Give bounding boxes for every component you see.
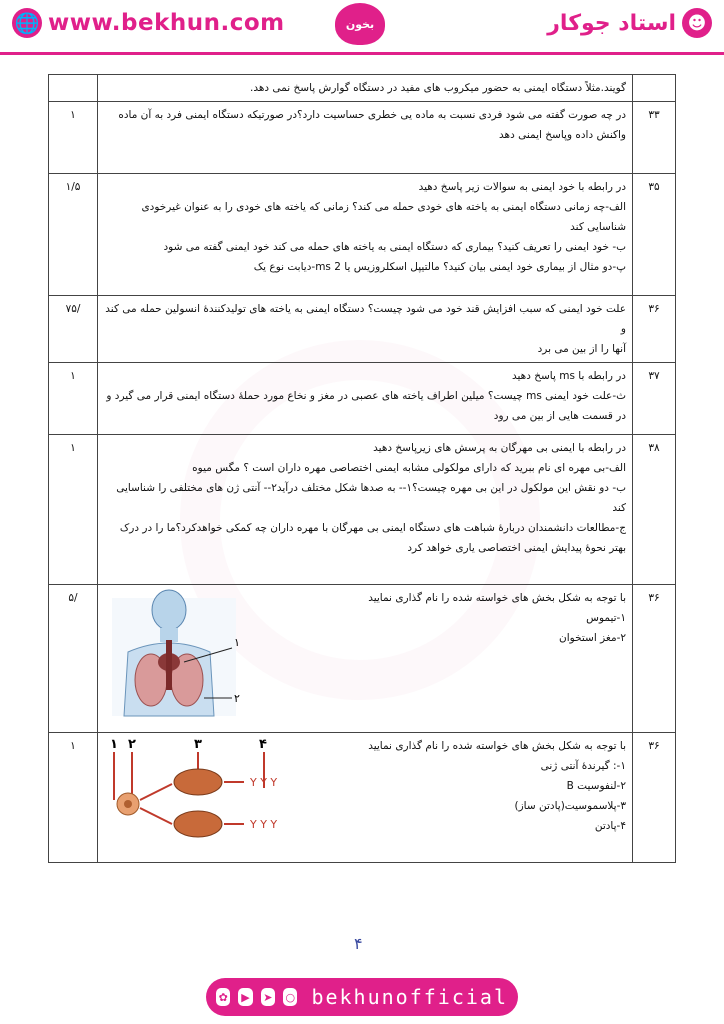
question-row — [49, 363, 676, 435]
aparat-icon[interactable]: ✿ — [216, 988, 230, 1006]
question-number: ۳۶ — [633, 585, 676, 733]
figure-label-4: ۴ — [259, 737, 267, 752]
question-line: شناسایی کند — [570, 221, 626, 233]
question-line: ۱-: گیرندهٔ آنتی ژنی — [540, 760, 626, 772]
question-line: ث-علت خود ایمنی ms چیست؟ میلین اطراف یاخته های عصبی در مغز و نخاع مورد حملهٔ دستگاه ایمنی قرار می گیرد و — [106, 390, 626, 402]
page-number: ۴ — [354, 934, 363, 953]
figure-label-3: ۳ — [194, 737, 202, 752]
site-link[interactable] — [12, 8, 285, 38]
question-score: /۷۵ — [49, 296, 98, 363]
question-line: با توجه به شکل بخش های خواسته شده را نام گذاری نمایید — [368, 740, 626, 752]
question-line: گویند.مثلاً دستگاه ایمنی به حضور میکروب های مفید در دستگاه گوارش پاسخ نمی دهد. — [250, 82, 626, 94]
question-line: در رابطه با خود ایمنی به سوالات زیر پاسخ دهید — [418, 181, 626, 193]
svg-text:Y Y Y: Y Y Y — [250, 776, 278, 789]
telegram-icon[interactable]: ➤ — [261, 988, 275, 1006]
b-cell-figure — [104, 736, 284, 853]
question-number: ۳۶ — [633, 296, 676, 363]
question-line: آنها را از بین می برد — [537, 343, 626, 355]
youtube-icon[interactable]: ▶ — [238, 988, 252, 1006]
question-score: ۱ — [49, 435, 98, 585]
question-text — [98, 363, 633, 435]
question-number: ۳۵ — [633, 174, 676, 296]
brand-name: استاد جوکار — [547, 10, 676, 36]
question-line: الف-چه زمانی دستگاه ایمنی به یاخته های خودی حمله می کند؟ زمانی که یاخته های خودی را به عنوان غیرخودی — [141, 201, 626, 213]
question-text — [98, 296, 633, 363]
bekhun-logo — [335, 3, 385, 45]
user-icon: ☻ — [682, 8, 712, 38]
question-row — [49, 585, 676, 733]
question-text — [98, 435, 633, 585]
question-number: ۳۳ — [633, 102, 676, 174]
header-divider — [0, 52, 724, 55]
question-line: در قسمت هایی از بین می رود — [493, 410, 626, 422]
logo-text: بخون — [345, 17, 375, 31]
question-number — [633, 75, 676, 102]
question-line: واکنش داده وپاسخ ایمنی دهد — [499, 129, 626, 141]
globe-icon: 🌐 — [12, 8, 42, 38]
question-number: ۳۶ — [633, 733, 676, 863]
question-row — [49, 435, 676, 585]
question-row — [49, 75, 676, 102]
question-number: ۳۸ — [633, 435, 676, 585]
question-line: ب- دو نقش این مولکول در این بی مهره چیست؟۱-- به صدها شکل مختلف درآید۲-- آنتی ژن های مختلفی را شناسایی — [116, 482, 626, 494]
figure-label-2: ۲ — [234, 692, 240, 705]
question-text — [98, 174, 633, 296]
question-row — [49, 174, 676, 296]
social-bar — [206, 978, 518, 1016]
question-row — [49, 102, 676, 174]
question-score — [49, 75, 98, 102]
question-text — [98, 585, 633, 733]
question-text — [98, 75, 633, 102]
cell-diagram — [104, 736, 284, 846]
question-line: کند — [612, 502, 626, 514]
question-text — [98, 733, 633, 863]
question-line: ب- خود ایمنی را تعریف کنید؟ بیماری که دستگاه ایمنی به یاخته های حمله می کند خود ایمنی گفته می شود — [163, 241, 626, 253]
question-score: /۵ — [49, 585, 98, 733]
question-line: در رابطه با ms پاسخ دهید — [511, 370, 626, 382]
questions-table — [48, 74, 676, 863]
social-handle[interactable]: bekhunofficial — [311, 985, 509, 1009]
human-torso-diagram — [104, 588, 254, 718]
svg-text:Y Y Y: Y Y Y — [250, 818, 278, 831]
question-line: پ-دو مثال از بیماری خود ایمنی بیان کنید؟ مالتیپل اسکلروزیس یا ms 2-دیابت نوع یک — [253, 261, 626, 273]
question-line: ۲-لنفوسیت B — [566, 780, 626, 792]
question-score: ۱ — [49, 102, 98, 174]
question-line: بهتر نحوهٔ پیدایش ایمنی اختصاصی یاری خواهد کرد — [407, 542, 626, 554]
question-line: ۴-پادتن — [594, 820, 626, 832]
question-row — [49, 296, 676, 363]
question-line: ۲-مغز استخوان — [559, 632, 626, 644]
question-line: در رابطه با ایمنی بی مهرگان به پرسش های زیرپاسخ دهید — [373, 442, 626, 454]
immune-organs-figure — [104, 588, 254, 725]
question-line: ۱-تیموس — [586, 612, 626, 624]
header — [0, 0, 724, 50]
question-line: ۳-پلاسموسیت(پادتن ساز) — [514, 800, 626, 812]
question-number: ۳۷ — [633, 363, 676, 435]
question-line: با توجه به شکل بخش های خواسته شده را نام گذاری نمایید — [368, 592, 626, 604]
question-text — [98, 102, 633, 174]
figure-label-1: ۱ — [234, 636, 240, 649]
site-url[interactable]: www.bekhun.com — [48, 10, 285, 36]
question-score: ۱/۵ — [49, 174, 98, 296]
figure-label-1: ۱ — [110, 737, 118, 752]
question-line: در چه صورت گفته می شود فردی نسبت به ماده یی خطری حساسیت دارد؟در صورتیکه دستگاه ایمنی فرد به آن ماده — [118, 109, 626, 121]
figure-label-2: ۲ — [128, 737, 136, 752]
instagram-icon[interactable]: ○ — [283, 988, 297, 1006]
question-row — [49, 733, 676, 863]
question-score: ۱ — [49, 733, 98, 863]
question-line: علت خود ایمنی که سبب افزایش قند خود می شود چیست؟ دستگاه ایمنی به یاخته های تولیدکنندهٔ انسولین حمله می کند و — [105, 303, 626, 335]
question-line: ج-مطالعات دانشمندان دربارهٔ شباهت های دستگاه ایمنی بی مهرگان با مهره داران چه کمکی خواهدکرد؟ما را در درک — [119, 522, 626, 534]
question-line: الف-بی مهره ای نام ببرید که دارای مولکولی مشابه ایمنی اختصاصی مهره داران است ؟ مگس میوه — [192, 462, 626, 474]
question-score: ۱ — [49, 363, 98, 435]
brand — [547, 8, 712, 38]
